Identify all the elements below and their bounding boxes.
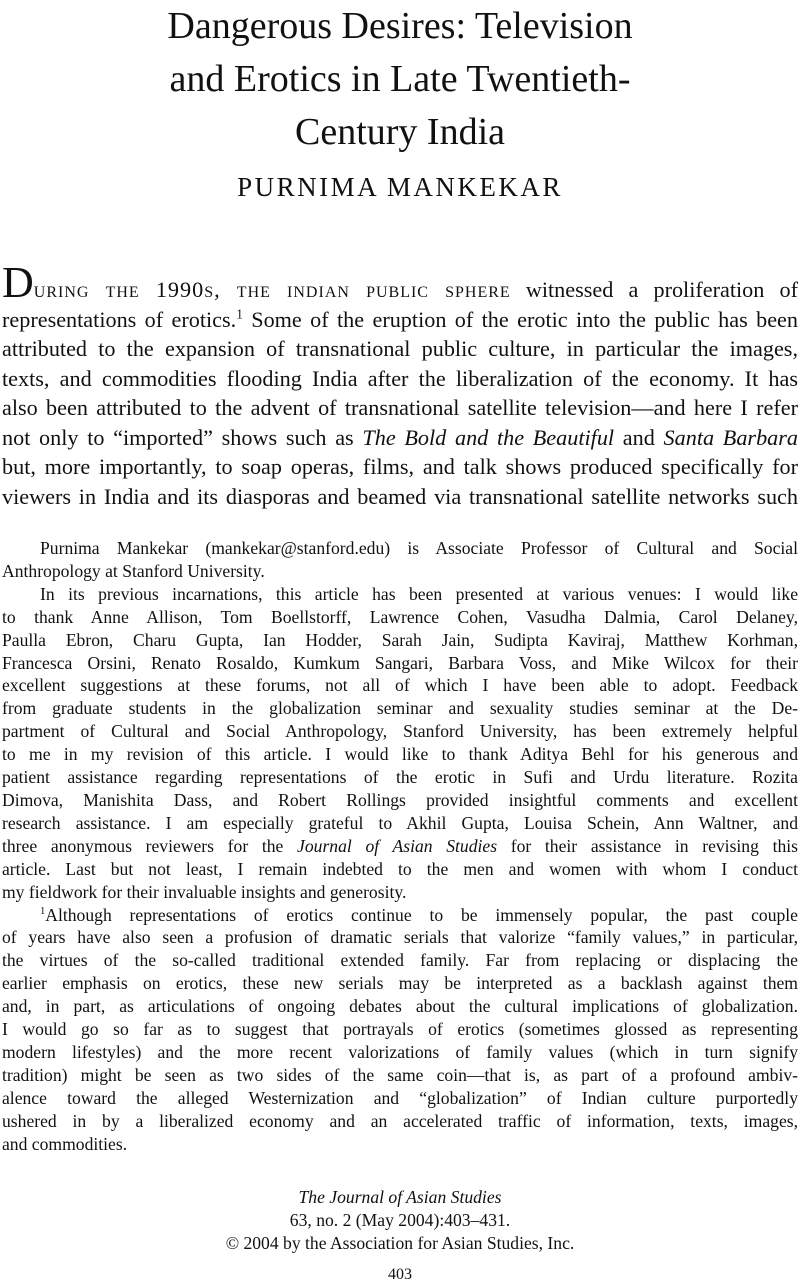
body-paragraph [2, 258, 798, 511]
copyright-line: © 2004 by the Association for Asian Studies, Inc. [225, 1233, 575, 1253]
body-line: During the 1990s, the indian public sphere witnessed a proliferation of [2, 258, 798, 307]
page-number: 403 [388, 1266, 412, 1283]
footnote-marker: 1 [40, 905, 46, 917]
body-line: also been attributed to the advent of transnational satellite television—and here I refer [2, 395, 798, 420]
journal-citation: The Journal of Asian Studies 63, no. 2 (May 2004):403–431. © 2004 by the Association for Asian Studies, Inc. [0, 1186, 800, 1255]
footnote-1: $^1$Although representations of erotics continue to be immensely popular, the past couple of years have also seen a profusion of dramatic serials that valorize “family values,” in particular, the virtues of the so-called traditional extended family. Far from replacing or displacing the earlier emphasis on erotics, these new serials may be interpreted as a backlash against them and, in part, as articulations of ongoing debates about the cultural implications of globalization. I would go so far as to suggest that portrayals of erotics (sometimes glossed as representing modern lifestyles) and the more recent valorizations of family values (which in turn signify tradition) might be seen as two sides of the same coin—that is, as part of a profound ambiv- alence toward the alleged Westernization and “globalization” of Indian culture purportedly ushered in by a liberalized economy and an accelerated traffic of information, texts, images, and commodities. [2, 904, 798, 1154]
journal-name: The Journal of Asian Studies [298, 1187, 502, 1207]
show-title: Santa Barbara [663, 424, 798, 450]
journal-title: Journal of Asian Studies [297, 835, 498, 856]
body-line: but, more importantly, to soap operas, films, and talk shows produced specifically for [2, 454, 798, 479]
front-matter-notes [2, 537, 798, 1155]
drop-cap: D [2, 258, 34, 307]
body-line: texts, and commodities flooding India after the liberalization of the economy. It has [2, 365, 798, 391]
acknowledgments: In its previous incarnations, this article has been presented at various venues: I would like to thank Anne Allison, Tom Boellstorff, Lawrence Cohen, Vasudha Dalmia, Carol Delaney, Paulla Ebron, Charu Gupta, Ian Hodder, Sarah Jain, Sudipta Kaviraj, Matthew Korhman, Francesca Orsini, Renato Rosaldo, Kumkum Sangari, Barbara Voss, and Mike Wilcox for their excellent suggestions at these forums, not all of which I have been able to adopt. Feedback from graduate students in the globalization seminar and sexuality studies seminar at the De- partment of Cultural and Social Anthropology, Stanford University, has been extremely helpful to me in my revision of this article. I would like to thank Aditya Behl for his generous and patient assistance regarding representations of the erotic in Sufi and Urdu literature. Rozita Dimova, Manishita Dass, and Robert Rollings provided insightful comments and excellent research assistance. I am especially grateful to Akhil Gupta, Louisa Schein, Ann Waltner, and three anonymous reviewers for the Journal of Asian Studies for their assistance in revising this article. Last but not least, I remain indebted to the men and women with whom I conduct my fieldwork for their invaluable insights and generosity. [2, 583, 798, 902]
title-line: Century India [294, 111, 505, 153]
body-line: attributed to the expansion of transnational public culture, in particular the images, [2, 336, 798, 361]
body-line: viewers in India and its diasporas and beamed via transnational satellite networks such [2, 483, 798, 509]
author-name: PURNIMA MANKEKAR [237, 172, 563, 202]
body-line: not only to “imported” shows such as The Bold and the Beautiful and Santa Barbara [2, 424, 798, 450]
author-affiliation: Purnima Mankekar (mankekar@stanford.edu) is Associate Professor of Cultural and Social Anthropology at Stanford University. [2, 538, 798, 581]
article-title [0, 0, 800, 159]
footnote-marker: 1 [236, 306, 243, 322]
body-line: representations of erotics.$^1$ Some of the eruption of the erotic into the public has been [2, 306, 798, 332]
show-title: The Bold and the Beautiful [362, 424, 615, 450]
title-line: Dangerous Desires: Television [167, 5, 633, 47]
title-line: and Erotics in Late Twentieth- [169, 58, 631, 100]
lead-in-smallcaps: uring the 1990s, the indian public sphere [33, 277, 511, 302]
